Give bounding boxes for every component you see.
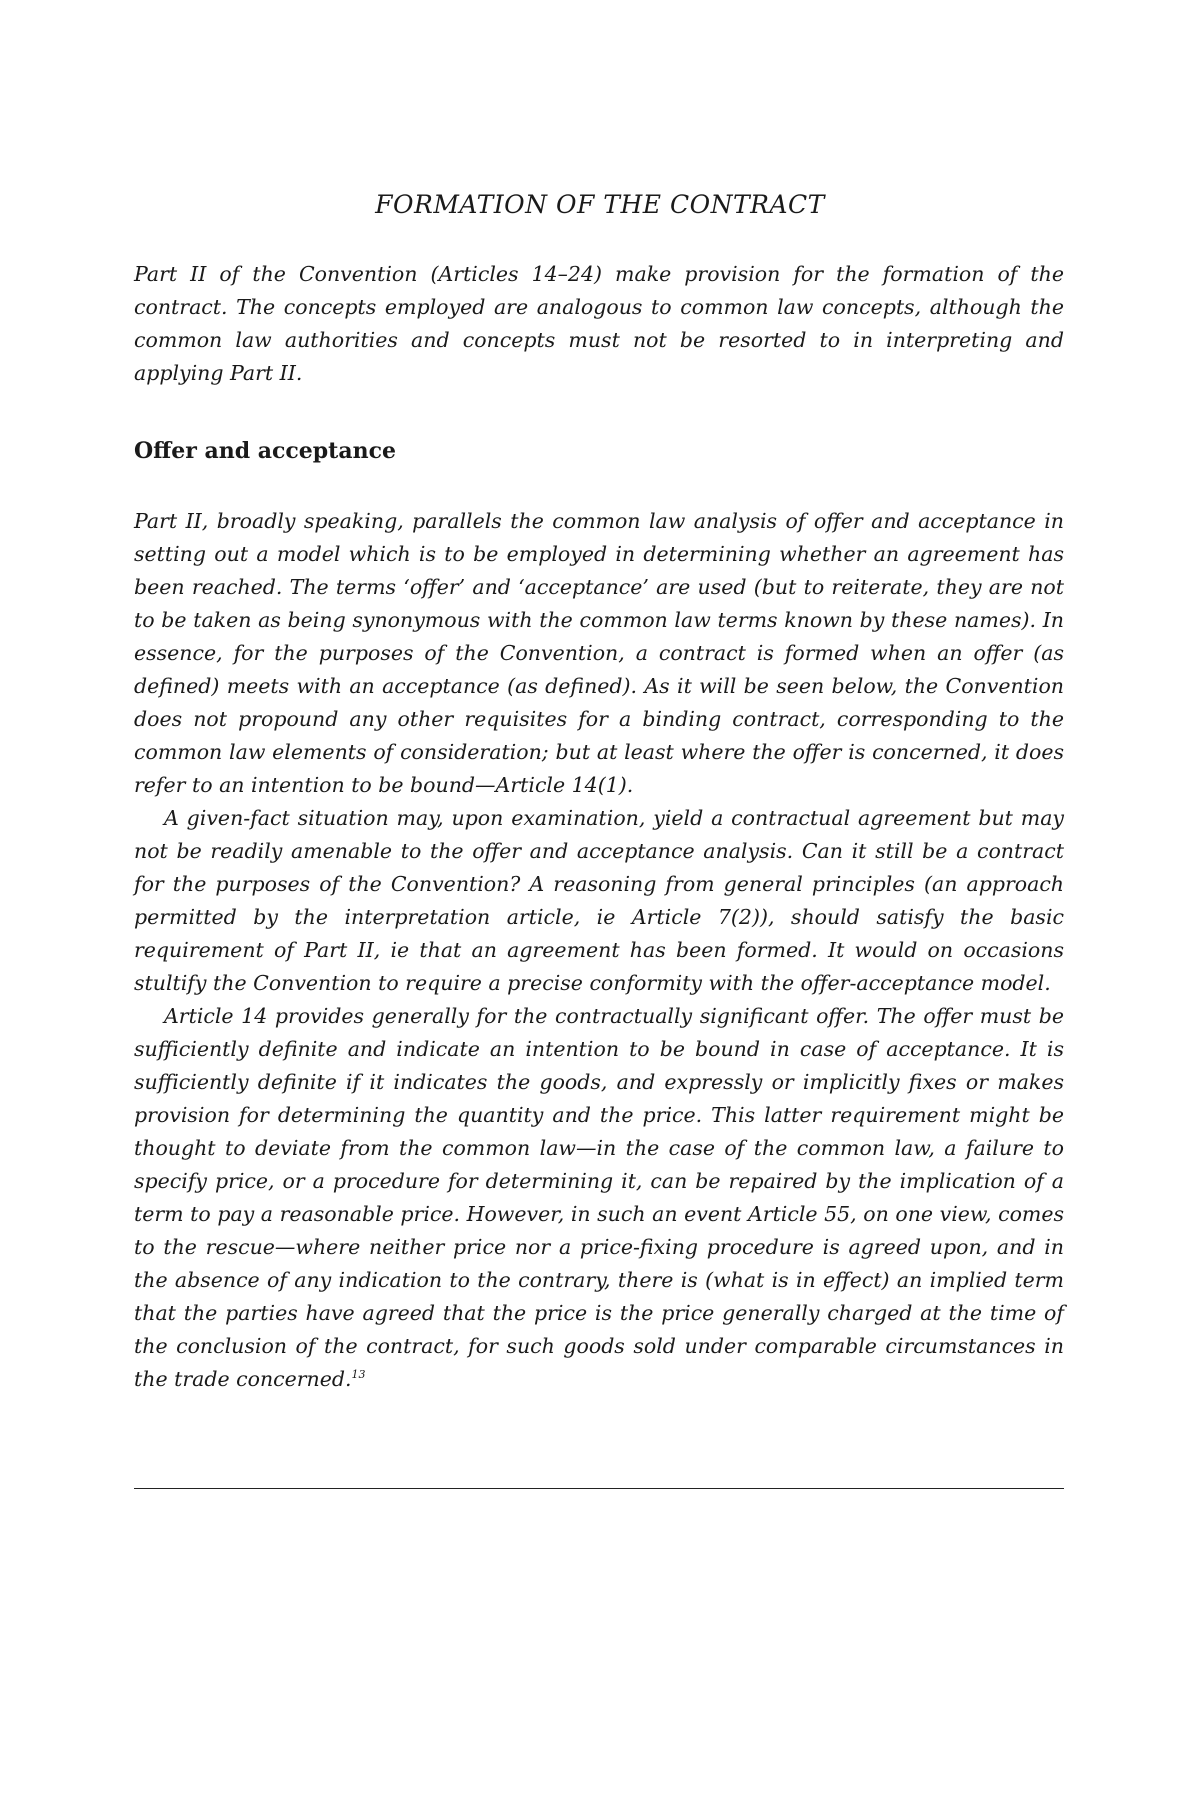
body-paragraph-2: A given-fact situation may, upon examination, yield a contractual agreement but may not be readily amenable to the offer and acceptance analysis. Can it still be a contract for the purposes of the Convention? A reasoning from general principles (an approach permitted by the interpretation article, ie Article 7(2)), should satisfy the basic requirement of Part II, ie that an agreement has been formed. It would on occasions stultify the Convention to require a precise conformity with the offer-acceptance model.	[134, 806, 1064, 995]
body-paragraph-3-text: Article 14 provides generally for the contractually significant offer. The offer must be sufficiently definite and indicate an intention to be bound in case of acceptance. It is sufficiently definite if it indicates the goods, and expressly or implicitly fixes or makes provision for determining the quantity and the price. This latter requirement might be thought to deviate from the common law—in the case of the common law, a failure to specify price, or a procedure for determining it, can be repaired by the implication of a term to pay a reasonable price. However, in such an event Article 55, on one view, comes to the rescue—where neither price nor a price-fixing procedure is agreed upon, and in the absence of any indication to the contrary, there is (what is in effect) an implied term that the parties have agreed that the price is the price generally charged at the time of the conclusion of the contract, for such goods sold under comparable circumstances in the trade concerned.	[134, 1004, 1064, 1391]
chapter-title: FORMATION OF THE CONTRACT	[375, 190, 825, 219]
body-paragraph-3	[134, 1000, 1064, 1396]
footnote-marker[interactable]: 13	[351, 1368, 366, 1382]
section-heading: Offer and acceptance	[134, 438, 396, 464]
body-paragraph-1: Part II, broadly speaking, parallels the common law analysis of offer and acceptance in setting out a model which is to be employed in determining whether an agreement has been reached. The terms ‘offer’ and ‘acceptance’ are used (but to reiterate, they are not to be taken as being synonymous with the common law terms known by these names). In essence, for the purposes of the Convention, a contract is formed when an offer (as defined) meets with an acceptance (as defined). As it will be seen below, the Convention does not propound any other requisites for a binding contract, corresponding to the common law elements of consideration; but at least where the offer is concerned, it does refer to an intention to be bound—Article 14(1).	[134, 509, 1064, 797]
footnote-separator	[134, 1488, 1064, 1489]
intro-paragraph: Part II of the Convention (Articles 14–24) make provision for the formation of the contract. The concepts employed are analogous to common law concepts, although the common law authorities and concepts must not be resorted to in interpreting and applying Part II.	[134, 262, 1064, 385]
section-body	[134, 505, 1064, 1396]
